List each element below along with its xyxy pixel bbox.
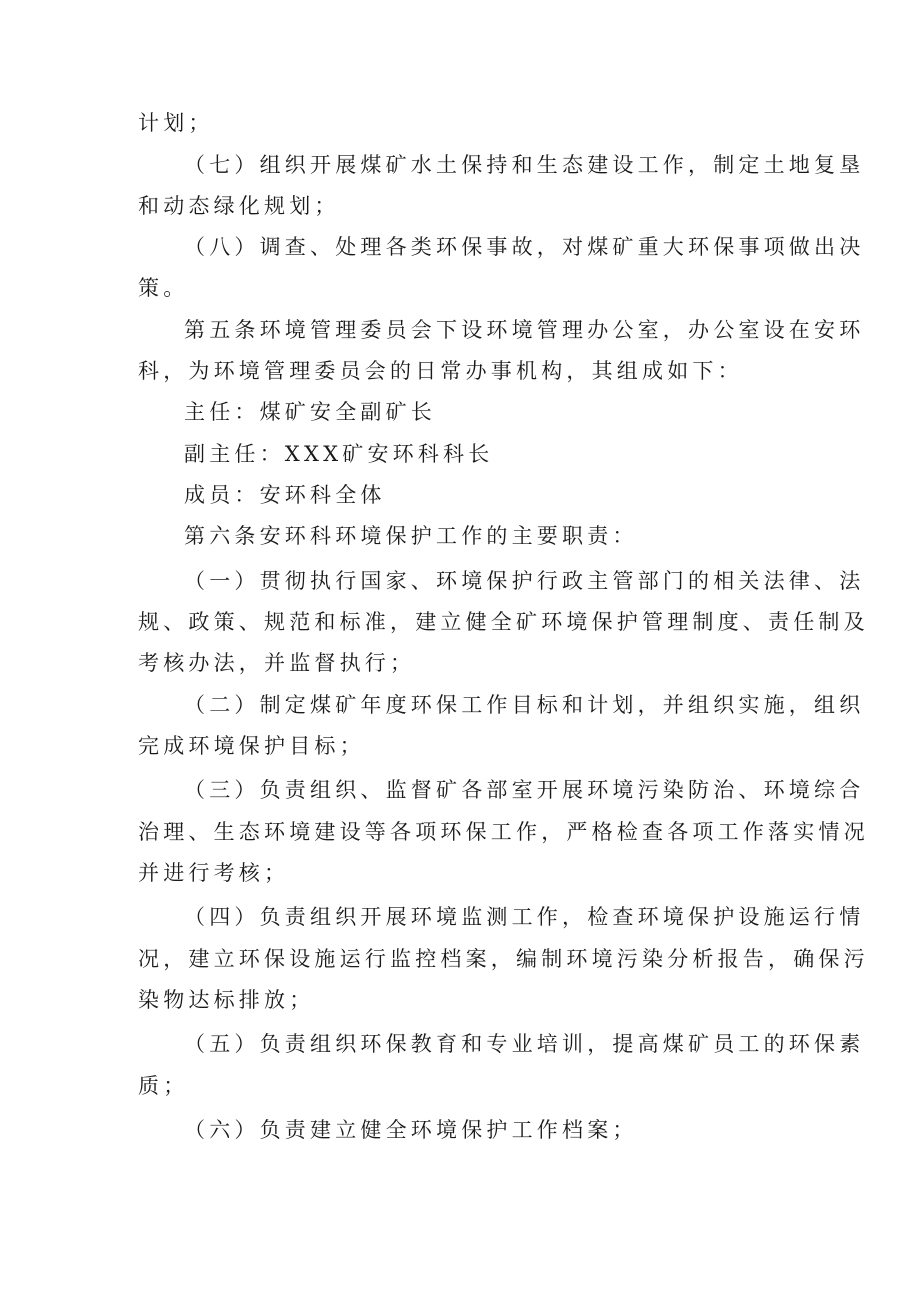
text-line-11: 第六条安环科环境保护工作的主要职责：	[184, 524, 638, 548]
text-line-13: 规、政策、规范和标准，建立健全矿环境保护管理制度、责任制及	[138, 610, 869, 634]
text-line-15: （二）制定煤矿年度环保工作目标和计划，并组织实施，组织	[184, 693, 865, 717]
text-line-5: 策。	[138, 276, 189, 300]
text-line-21: 况，建立环保设施运行监控档案，编制环境污染分析报告，确保污	[138, 947, 869, 971]
text-line-20: （四）负责组织开展环境监测工作，检查环境保护设施运行情	[184, 905, 865, 929]
text-line-17: （三）负责组织、监督矿各部室开展环境污染防治、环境综合	[184, 778, 865, 802]
text-line-18: 治理、生态环境建设等各项环保工作，严格检查各项工作落实情况	[138, 820, 869, 844]
text-line-3: 和动态绿化规划；	[138, 194, 340, 218]
text-line-16: 完成环境保护目标；	[138, 734, 365, 758]
text-line-9: 副主任：XXX矿安环科科长	[184, 442, 494, 466]
text-line-8: 主任：煤矿安全副矿长	[184, 400, 436, 424]
text-line-4: （八）调查、处理各类环保事故，对煤矿重大环保事项做出决	[184, 235, 865, 259]
text-line-14: 考核办法，并监督执行；	[138, 651, 416, 675]
text-line-7: 科，为环境管理委员会的日常办事机构，其组成如下：	[138, 359, 743, 383]
text-line-25: （六）负责建立健全环境保护工作档案；	[184, 1118, 638, 1142]
text-line-10: 成员：安环科全体	[184, 483, 386, 507]
text-line-23: （五）负责组织环保教育和专业培训，提高煤矿员工的环保素	[184, 1032, 865, 1056]
text-line-12: （一）贯彻执行国家、环境保护行政主管部门的相关法律、法	[184, 569, 865, 593]
text-line-6: 第五条环境管理委员会下设环境管理办公室，办公室设在安环	[184, 318, 865, 342]
text-line-2: （七）组织开展煤矿水土保持和生态建设工作，制定土地复垦	[184, 153, 865, 177]
text-line-19: 并进行考核；	[138, 861, 290, 885]
text-line-22: 染物达标排放；	[138, 988, 315, 1012]
text-line-24: 质；	[138, 1074, 189, 1098]
text-line-1: 计划；	[138, 111, 214, 135]
